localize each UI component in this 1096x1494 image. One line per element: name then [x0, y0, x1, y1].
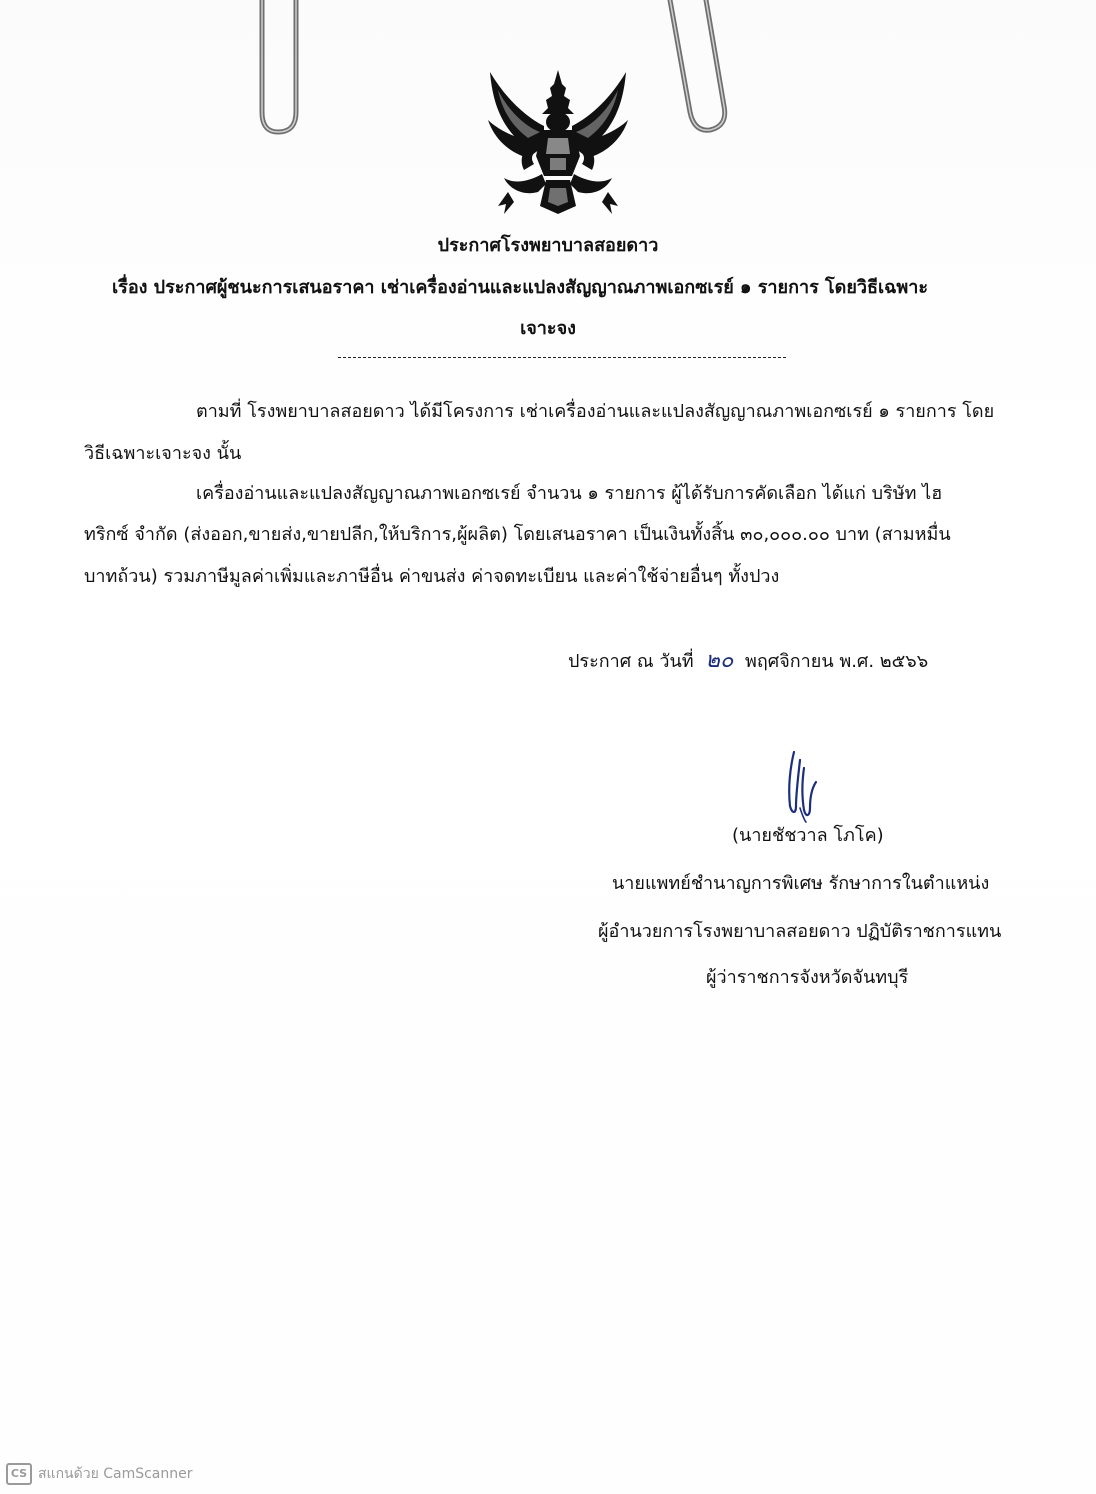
paragraph-2-line-2: ทริกซ์ จำกัด (ส่งออก,ขายส่ง,ขายปลีก,ให้บริการ,ผู้ผลิต) โดยเสนอราคา เป็นเงินทั้งสิ้น ๓๐,๐๐๐.๐๐ บาท (สามหมื่น	[84, 524, 951, 545]
paragraph-2-line-1: เครื่องอ่านและแปลงสัญญาณภาพเอกซเรย์ จำนวน ๑ รายการ ผู้ได้รับการคัดเลือก ได้แก่ บริษัท ไฮ	[196, 483, 943, 504]
camscanner-watermark-text: สแกนด้วย CamScanner	[38, 1466, 193, 1482]
subject-line-2: เจาะจง	[520, 318, 576, 339]
camscanner-watermark	[6, 1463, 193, 1485]
dashed-divider	[338, 357, 786, 358]
signatory-name: (นายชัชวาล โภโค)	[732, 825, 884, 846]
date-day-handwritten: ๒๐	[705, 648, 734, 673]
garuda-emblem-icon	[484, 66, 632, 216]
signature-mark	[776, 748, 826, 824]
paragraph-1-line-1: ตามที่ โรงพยาบาลสอยดาว ได้มีโครงการ เช่าเครื่องอ่านและแปลงสัญญาณภาพเอกซเรย์ ๑ รายการ โดย	[196, 401, 995, 422]
camscanner-logo-icon: CS	[6, 1463, 32, 1485]
signatory-position-2: ผู้อำนวยการโรงพยาบาลสอยดาว ปฏิบัติราชการแทน	[598, 921, 1002, 942]
announcement-date	[568, 642, 928, 677]
subject-line-1: เรื่อง ประกาศผู้ชนะการเสนอราคา เช่าเครื่องอ่านและแปลงสัญญาณภาพเอกซเรย์ ๑ รายการ โดยวิธีเฉพาะ	[112, 277, 929, 298]
paragraph-1-line-2: วิธีเฉพาะเจาะจง นั้น	[84, 443, 242, 464]
signatory-position-3: ผู้ว่าราชการจังหวัดจันทบุรี	[706, 967, 909, 988]
signatory-position-1: นายแพทย์ชำนาญการพิเศษ รักษาการในตำแหน่ง	[612, 873, 990, 894]
paragraph-2-line-3: บาทถ้วน) รวมภาษีมูลค่าเพิ่มและภาษีอื่น ค่าขนส่ง ค่าจดทะเบียน และค่าใช้จ่ายอื่นๆ ทั้งปวง	[84, 566, 780, 587]
paperclip-right-icon	[666, 0, 746, 140]
date-suffix: พฤศจิกายน พ.ศ. ๒๕๖๖	[745, 651, 929, 672]
paperclip-left-icon	[252, 0, 304, 140]
announcement-title: ประกาศโรงพยาบาลสอยดาว	[437, 235, 659, 256]
date-prefix: ประกาศ ณ วันที่	[568, 651, 694, 672]
